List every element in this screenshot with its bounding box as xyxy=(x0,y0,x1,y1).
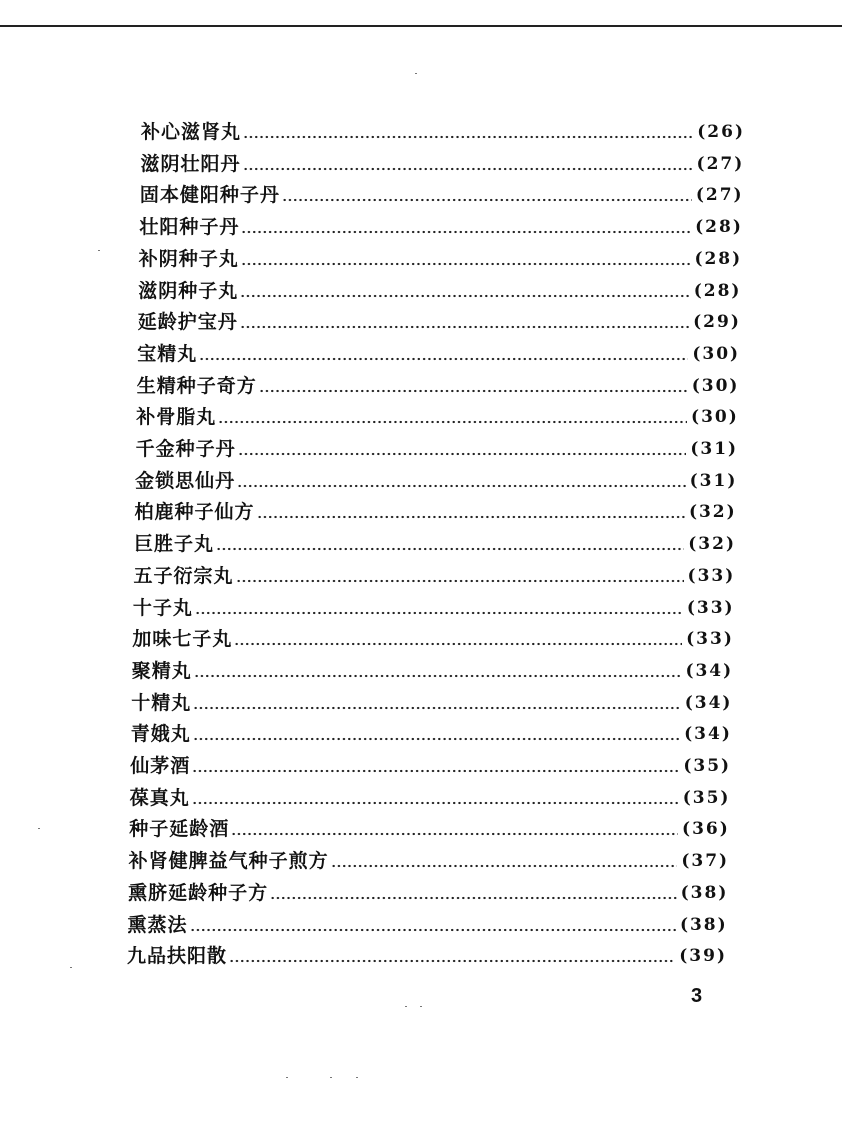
entry-page-number: (28) xyxy=(693,280,742,301)
entry-title: 熏蒸法 xyxy=(127,913,188,936)
toc-entry xyxy=(129,848,730,874)
entry-title: 金锁思仙丹 xyxy=(135,469,236,492)
toc-entry xyxy=(137,373,740,399)
entry-title: 青娥丸 xyxy=(130,723,191,746)
entry-page-number: (29) xyxy=(693,312,741,333)
toc-entry xyxy=(128,912,728,938)
dot-leader xyxy=(240,325,689,329)
dot-leader xyxy=(270,896,677,900)
dot-leader xyxy=(236,579,684,583)
page-number: 3 xyxy=(691,985,703,1007)
entry-page-number: (37) xyxy=(681,851,730,872)
entry-title: 壮阳种子丹 xyxy=(139,216,240,239)
entry-page-number: (34) xyxy=(684,692,733,713)
entry-page-number: (28) xyxy=(695,217,743,238)
entry-title: 十精丸 xyxy=(131,691,192,714)
entry-title: 补骨脂丸 xyxy=(136,406,217,429)
toc-entry xyxy=(136,404,739,430)
entry-title: 熏脐延龄种子方 xyxy=(128,881,269,904)
entry-title: 五子衍宗丸 xyxy=(133,564,234,587)
toc-entry xyxy=(132,658,733,684)
dot-leader xyxy=(243,135,693,139)
dot-leader xyxy=(257,515,685,519)
entry-title: 种子延龄酒 xyxy=(129,818,230,841)
toc-entry xyxy=(140,182,744,208)
entry-page-number: (32) xyxy=(688,502,737,523)
dot-leader xyxy=(194,674,682,678)
scan-speck xyxy=(356,1077,358,1078)
entry-title: 补阴种子丸 xyxy=(138,247,239,270)
entry-title: 延龄护宝丹 xyxy=(137,311,238,334)
scan-speck xyxy=(70,967,72,968)
entry-page-number: (27) xyxy=(696,153,745,174)
entry-title: 柏鹿种子仙方 xyxy=(134,501,255,524)
entry-title: 补心滋肾丸 xyxy=(141,121,242,143)
scan-speck xyxy=(330,1077,332,1078)
entry-title: 固本健阳种子丹 xyxy=(139,184,280,207)
toc-entry xyxy=(135,468,737,494)
entry-page-number: (32) xyxy=(688,534,736,555)
entry-page-number: (30) xyxy=(692,343,741,364)
entry-page-number: (26) xyxy=(697,122,745,142)
entry-title: 滋阴种子丸 xyxy=(138,279,239,302)
dot-leader xyxy=(241,262,691,266)
entry-title: 补肾健脾益气种子煎方 xyxy=(128,850,329,873)
entry-title: 生精种子奇方 xyxy=(136,374,257,397)
dot-leader xyxy=(193,706,680,710)
toc-entry xyxy=(136,436,739,462)
entry-title: 葆真丸 xyxy=(129,786,190,809)
entry-page-number: (31) xyxy=(689,470,738,491)
entry-title: 巨胜子丸 xyxy=(134,533,215,556)
entry-page-number: (30) xyxy=(691,375,740,396)
scan-speck xyxy=(98,250,100,251)
dot-leader xyxy=(229,959,675,963)
entry-page-number: (34) xyxy=(684,724,732,745)
entry-page-number: (35) xyxy=(682,787,731,808)
entry-title: 千金种子丹 xyxy=(135,438,236,460)
entry-page-number: (27) xyxy=(695,185,744,206)
scan-speck xyxy=(415,73,417,74)
dot-leader xyxy=(190,928,676,932)
toc-entry xyxy=(130,753,731,779)
toc-entry xyxy=(138,309,741,335)
entry-title: 聚精丸 xyxy=(131,659,192,682)
dot-leader xyxy=(331,864,678,868)
toc-entry xyxy=(130,785,731,811)
entry-page-number: (38) xyxy=(679,914,728,935)
dot-leader xyxy=(199,357,688,361)
toc-entry xyxy=(134,531,736,557)
entry-page-number: (33) xyxy=(686,629,734,650)
toc-entry xyxy=(138,278,741,304)
entry-page-number: (33) xyxy=(687,565,736,586)
toc-entry xyxy=(134,563,736,589)
entry-title: 九品扶阳散 xyxy=(127,945,228,968)
scan-speck xyxy=(286,1077,288,1078)
toc-entry xyxy=(127,943,727,969)
entry-page-number: (30) xyxy=(691,407,739,428)
dot-leader xyxy=(195,611,683,615)
dot-leader xyxy=(216,547,684,551)
entry-page-number: (39) xyxy=(679,946,727,967)
toc-entry xyxy=(137,341,740,367)
entry-title: 宝精丸 xyxy=(137,342,198,365)
dot-leader xyxy=(243,167,693,171)
dot-leader xyxy=(231,832,678,836)
scan-speck xyxy=(420,1006,422,1007)
toc-entry xyxy=(132,626,734,652)
dot-leader xyxy=(193,737,680,741)
entry-title: 十子丸 xyxy=(132,596,193,619)
toc-entry xyxy=(131,721,732,747)
toc-entry xyxy=(139,246,742,272)
entry-page-number: (35) xyxy=(683,756,732,776)
toc-entry xyxy=(131,690,732,716)
dot-leader xyxy=(240,294,689,298)
toc-entry xyxy=(135,499,737,525)
toc-entry xyxy=(141,151,745,177)
dot-leader xyxy=(241,230,691,234)
entry-title: 仙茅酒 xyxy=(130,755,191,777)
toc-entry xyxy=(128,880,728,906)
entry-page-number: (36) xyxy=(682,819,730,840)
entry-title: 加味七子丸 xyxy=(132,628,233,651)
dot-leader xyxy=(192,769,679,773)
toc-entry xyxy=(139,214,743,240)
toc-entry xyxy=(133,595,735,621)
entry-title: 滋阴壮阳丹 xyxy=(140,152,241,175)
scan-speck xyxy=(405,1006,407,1007)
dot-leader xyxy=(259,389,688,393)
dot-leader xyxy=(237,484,686,488)
dot-leader xyxy=(192,801,679,805)
entry-page-number: (28) xyxy=(694,248,743,269)
dot-leader xyxy=(218,420,687,424)
entry-page-number: (33) xyxy=(686,597,735,618)
entry-page-number: (34) xyxy=(685,660,734,681)
dot-leader xyxy=(234,642,682,646)
toc-entry xyxy=(141,119,745,145)
toc-entry xyxy=(129,816,730,842)
entry-page-number: (38) xyxy=(680,882,729,903)
dot-leader xyxy=(238,452,687,456)
entry-page-number: (31) xyxy=(690,439,739,459)
scan-speck xyxy=(38,828,40,829)
dot-leader xyxy=(282,198,692,202)
